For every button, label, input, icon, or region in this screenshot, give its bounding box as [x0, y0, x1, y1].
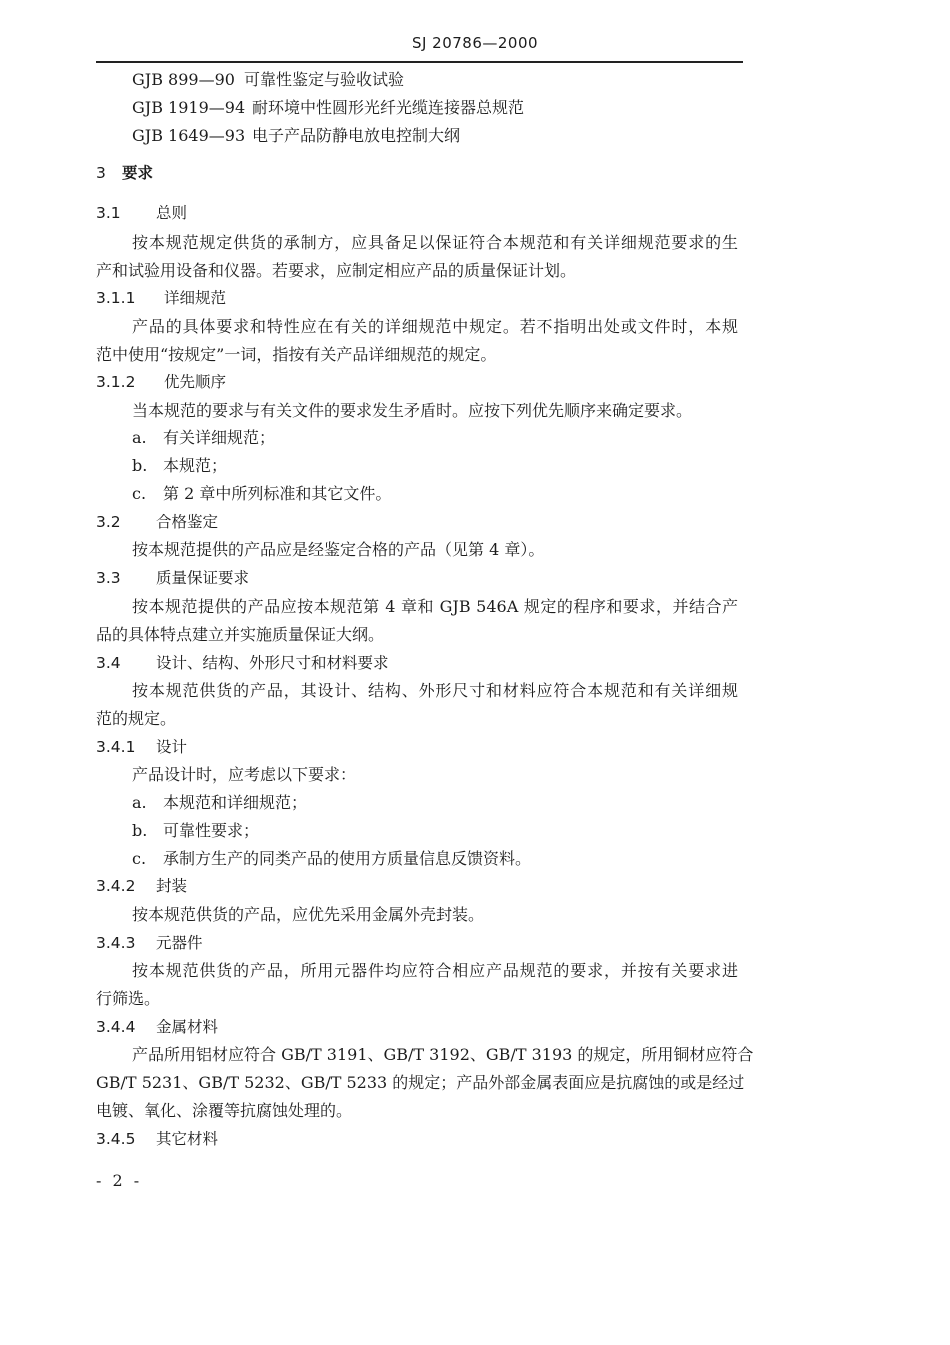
- section-heading: [96, 876, 187, 896]
- list-text: 第 2 章中所列标准和其它文件。: [163, 484, 392, 503]
- paragraph-line: GB/T 5231、GB/T 5232、GB/T 5233 的规定；产品外部金属表面应是抗腐蚀的或是经过: [96, 1073, 745, 1092]
- section-title: 质量保证要求: [156, 569, 250, 587]
- list-item: [132, 793, 307, 813]
- section-title: 总则: [156, 204, 188, 222]
- paragraph-line: 产品设计时，应考虑以下要求：: [132, 765, 357, 784]
- paragraph-line: 范中使用“按规定”一词，指按有关产品详细规范的规定。: [96, 345, 497, 364]
- section-heading: [96, 203, 187, 223]
- section-number: 3.1: [96, 204, 121, 222]
- section-heading: [96, 933, 203, 953]
- reference-title: 可靠性鉴定与验收试验: [244, 70, 405, 89]
- list-marker: a.: [132, 428, 147, 447]
- section-title: 设计、结构、外形尺寸和材料要求: [156, 654, 389, 672]
- section-number: 3.1.2: [96, 373, 136, 391]
- section-title: 元器件: [156, 934, 203, 952]
- section-heading: [96, 1017, 218, 1037]
- section-number: 3.1.1: [96, 289, 136, 307]
- header-rule: [96, 61, 743, 63]
- paragraph-line: 产和试验用设备和仪器。若要求，应制定相应产品的质量保证计划。: [96, 261, 577, 280]
- list-text: 本规范；: [163, 456, 228, 475]
- section-title: 详细规范: [164, 289, 227, 307]
- paragraph-line: 按本规范提供的产品应是经鉴定合格的产品（见第 4 章）。: [132, 540, 545, 559]
- paragraph-line: 行筛选。: [96, 989, 161, 1008]
- list-text: 有关详细规范；: [163, 428, 276, 447]
- paragraph-line: 按本规范供货的产品，所用元器件均应符合相应产品规范的要求，并按有关要求进: [132, 961, 738, 980]
- reference-code: GJB 1919—94: [132, 98, 246, 117]
- section-title: 其它材料: [156, 1130, 219, 1148]
- paragraph-line: 范的规定。: [96, 709, 177, 728]
- page-number: - 2 -: [96, 1171, 143, 1190]
- section-title: 封装: [156, 877, 188, 895]
- paragraph-line: 电镀、氧化、涂覆等抗腐蚀处理的。: [96, 1101, 353, 1120]
- section-title: 合格鉴定: [156, 513, 219, 531]
- paragraph-line: 品的具体特点建立并实施质量保证大纲。: [96, 625, 385, 644]
- reference-code: GJB 899—90: [132, 70, 235, 89]
- section-number: 3: [96, 164, 106, 182]
- section-number: 3.4.5: [96, 1130, 136, 1148]
- section-title: 优先顺序: [164, 373, 227, 391]
- list-marker: a.: [132, 793, 147, 812]
- section-heading: [96, 1129, 218, 1149]
- section-heading: [96, 288, 226, 308]
- paragraph-line: 按本规范规定供货的承制方，应具备足以保证符合本规范和有关详细规范要求的生: [132, 233, 738, 252]
- paragraph-line: 按本规范提供的产品应按本规范第 4 章和 GJB 546A 规定的程序和要求，并结合产: [132, 597, 738, 616]
- list-item: [132, 821, 259, 841]
- list-marker: b.: [132, 821, 148, 840]
- paragraph-line: 按本规范供货的产品，应优先采用金属外壳封装。: [132, 905, 485, 924]
- list-item: [132, 849, 531, 869]
- list-item: [132, 428, 275, 448]
- reference-item: [132, 70, 404, 90]
- paragraph-line: 产品的具体要求和特性应在有关的详细规范中规定。若不指明出处或文件时，本规: [132, 317, 738, 336]
- section-heading: [96, 512, 218, 532]
- list-marker: c.: [132, 484, 147, 503]
- list-item: [132, 456, 227, 476]
- section-number: 3.2: [96, 513, 121, 531]
- paragraph-line: 产品所用铝材应符合 GB/T 3191、GB/T 3192、GB/T 3193 的规定，所用铜材应符合: [132, 1045, 754, 1064]
- section-heading: [96, 737, 187, 757]
- reference-item: [132, 98, 524, 118]
- section-number: 3.4.3: [96, 934, 136, 952]
- document-code-header: SJ 20786—2000: [411, 34, 539, 52]
- section-number: 3.4.1: [96, 738, 136, 756]
- list-text: 本规范和详细规范；: [163, 793, 308, 812]
- section-heading: [96, 568, 249, 588]
- paragraph-line: 按本规范供货的产品，其设计、结构、外形尺寸和材料应符合本规范和有关详细规: [132, 681, 738, 700]
- section-title: 设计: [156, 738, 188, 756]
- reference-item: [132, 126, 460, 146]
- section-number: 3.4: [96, 654, 121, 672]
- section-heading: [96, 163, 153, 183]
- list-item: [132, 484, 391, 504]
- reference-code: GJB 1649—93: [132, 126, 246, 145]
- section-title: 要求: [122, 164, 154, 182]
- section-heading: [96, 372, 226, 392]
- section-title: 金属材料: [156, 1018, 219, 1036]
- list-marker: c.: [132, 849, 147, 868]
- section-heading: [96, 653, 389, 673]
- reference-title: 耐环境中性圆形光纤光缆连接器总规范: [252, 98, 525, 117]
- paragraph-line: 当本规范的要求与有关文件的要求发生矛盾时。应按下列优先顺序来确定要求。: [132, 401, 693, 420]
- list-marker: b.: [132, 456, 148, 475]
- list-text: 可靠性要求；: [163, 821, 260, 840]
- section-number: 3.4.4: [96, 1018, 136, 1036]
- section-number: 3.3: [96, 569, 121, 587]
- reference-title: 电子产品防静电放电控制大纲: [252, 126, 461, 145]
- list-text: 承制方生产的同类产品的使用方质量信息反馈资料。: [163, 849, 532, 868]
- section-number: 3.4.2: [96, 877, 136, 895]
